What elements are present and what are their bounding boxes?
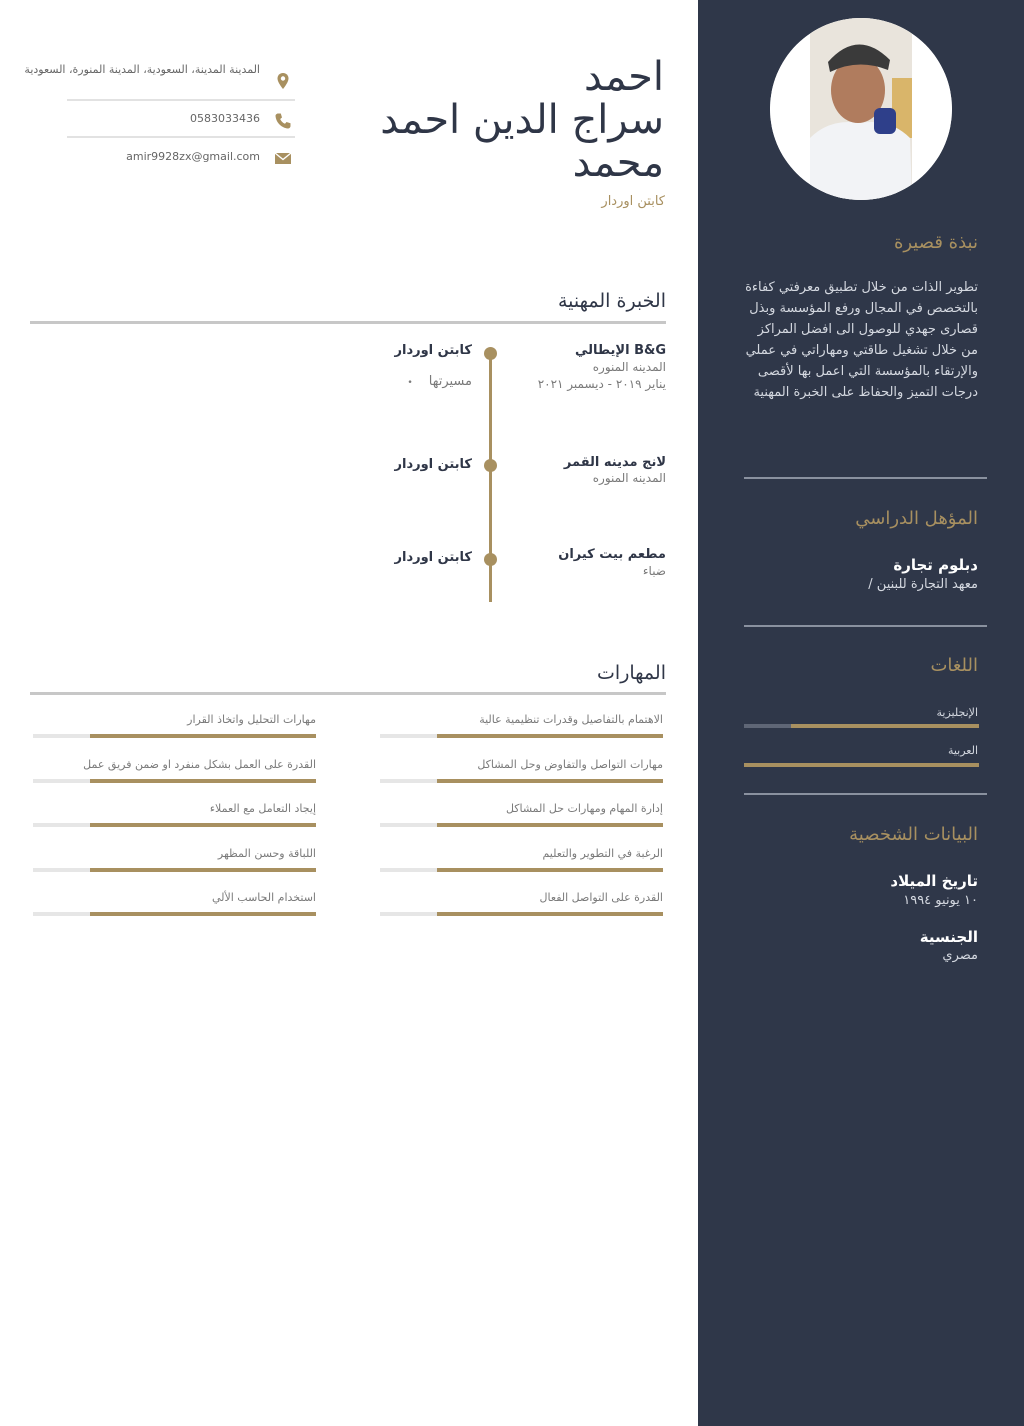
contact-email[interactable]: amir9928zx@gmail.com (126, 150, 260, 163)
profile-photo (770, 18, 952, 200)
skill-fill (437, 823, 663, 827)
language-bar (744, 763, 979, 767)
contact-address: المدينة المدينة، السعودية، المدينة المنورة، السعودية (24, 63, 260, 76)
full-name (334, 56, 664, 185)
skill-item (380, 802, 663, 827)
skill-item (33, 802, 316, 827)
skill-item (380, 713, 663, 738)
language-bar (744, 724, 979, 728)
experience-location: المدينه المنوره (592, 360, 666, 374)
languages-heading: اللغات (930, 655, 978, 676)
timeline-dot (484, 553, 497, 566)
skill-bar (380, 912, 663, 916)
job-title: كابتن اوردار (601, 194, 665, 209)
skill-fill (437, 779, 663, 783)
skill-bar (380, 823, 663, 827)
timeline-dot (484, 347, 497, 360)
skill-bar (380, 779, 663, 783)
skill-bar (33, 823, 316, 827)
skill-fill (437, 868, 663, 872)
name-line: محمد (572, 140, 664, 186)
language-arabic: العربية (947, 744, 978, 757)
skill-item (33, 891, 316, 916)
skill-label: الاهتمام بالتفاصيل وقدرات تنظيمية عالية (479, 713, 663, 726)
language-fill (744, 763, 979, 767)
skill-bar (33, 779, 316, 783)
skill-fill (437, 734, 663, 738)
phone-icon (274, 112, 292, 130)
experience-location: المدينه المنوره (592, 471, 666, 485)
experience-company: لانج مدينه القمر (563, 455, 666, 470)
skill-label: مهارات التحليل واتخاذ القرار (187, 713, 316, 726)
skill-label: القدرة على العمل بشكل منفرد او ضمن فريق عمل (83, 758, 316, 771)
birth-value: ١٠ يونيو ١٩٩٤ (903, 893, 978, 908)
sidebar (698, 0, 1024, 1426)
name-line: سراج الدين احمد (380, 97, 664, 143)
language-fill (791, 724, 979, 728)
language-english: الإنجليزية (936, 706, 978, 719)
personal-heading: البيانات الشخصية (849, 824, 978, 845)
experience-bullet (407, 374, 472, 389)
skill-bar (33, 868, 316, 872)
experience-role: كابتن اوردار (394, 550, 472, 565)
skill-label: مهارات التواصل والتفاوض وحل المشاكل (477, 758, 663, 771)
skills-heading: المهارات (597, 662, 666, 684)
contact-divider (67, 136, 295, 138)
summary-text: تطوير الذات من خلال تطبيق معرفتي كفاءة بالتخصص في المجال ورفع المؤسسة وبذل قصارى جهدي للوصول الى افضل المراكز من خلال تشغيل طاقتي ومهاراتي في عملي والإرتقاء بالمؤسسة التي اعمل بها لأقصى درجات التميز والحفاظ على الخبرة المهنية (745, 280, 978, 400)
contact-divider (67, 99, 295, 101)
birth-label: تاريخ الميلاد (890, 872, 978, 890)
experience-heading: الخبرة المهنية (557, 290, 666, 312)
degree: دبلوم تجارة (893, 556, 978, 574)
location-pin-icon (274, 72, 292, 90)
contact-phone[interactable]: 0583033436 (190, 112, 260, 125)
skill-fill (90, 779, 316, 783)
skill-fill (90, 868, 316, 872)
section-divider (30, 692, 666, 695)
nationality-label: الجنسية (919, 928, 978, 946)
skill-fill (437, 912, 663, 916)
experience-role: كابتن اوردار (394, 457, 472, 472)
skill-item (380, 758, 663, 783)
skill-label: إيجاد التعامل مع العملاء (209, 802, 316, 815)
skill-fill (90, 823, 316, 827)
email-icon (274, 149, 292, 167)
section-divider (30, 321, 666, 324)
summary-heading: نبذة قصيرة (893, 232, 978, 253)
sidebar-divider (744, 793, 987, 795)
skill-fill (90, 912, 316, 916)
skill-fill (90, 734, 316, 738)
sidebar-divider (744, 625, 987, 627)
skill-label: استخدام الحاسب الألي (211, 891, 316, 904)
experience-company: مطعم بيت كيران (558, 547, 666, 562)
skill-bar (380, 734, 663, 738)
skill-item (33, 713, 316, 738)
timeline-dot (484, 459, 497, 472)
bullet-dot-icon: • (407, 378, 413, 388)
name-line: احمد (584, 54, 664, 100)
experience-company: B&G الإيطالي (574, 343, 666, 358)
skill-item (33, 758, 316, 783)
skill-bar (33, 734, 316, 738)
nationality-value: مصري (942, 948, 978, 963)
experience-location: ضباء (642, 564, 666, 578)
skill-label: إدارة المهام ومهارات حل المشاكل (505, 802, 663, 815)
school: معهد التجارة للبنين / (868, 577, 978, 592)
experience-dates: يناير ٢٠١٩ - ديسمبر ٢٠٢١ (537, 377, 666, 391)
skill-item (380, 847, 663, 872)
skill-label: القدرة على التواصل الفعال (539, 891, 663, 904)
skill-label: اللباقة وحسن المظهر (217, 847, 316, 860)
skill-item (33, 847, 316, 872)
education-heading: المؤهل الدراسي (855, 508, 978, 529)
skill-label: الرغبة في التطوير والتعليم (542, 847, 663, 860)
bullet-text: مسيرتها (428, 374, 472, 389)
sidebar-divider (744, 477, 987, 479)
skill-bar (380, 868, 663, 872)
skill-item (380, 891, 663, 916)
skill-bar (33, 912, 316, 916)
experience-role: كابتن اوردار (394, 343, 472, 358)
